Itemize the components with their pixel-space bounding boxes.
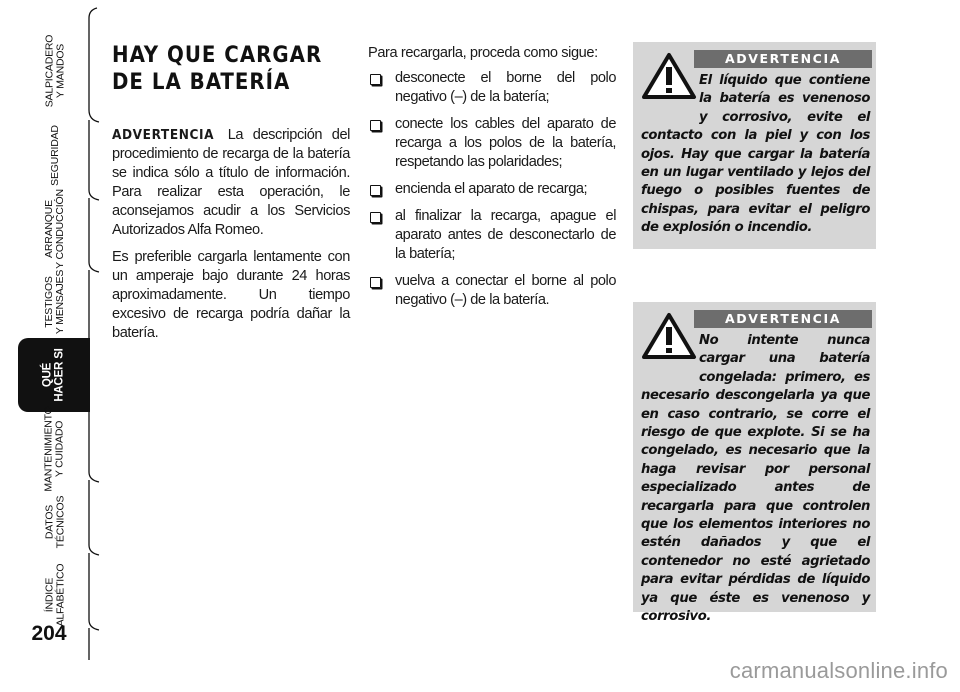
warning-text-block — [633, 42, 876, 249]
step-text: al finalizar la recarga, apague el aparato antes de desconectarlo de la batería; — [395, 208, 616, 262]
watermark: carmanualsonline.info — [729, 658, 948, 683]
list-item — [368, 207, 616, 264]
tab-label: TESTIGOS Y MENSAJES — [42, 269, 66, 335]
warning-text-block — [633, 302, 876, 625]
warning-keyword: ADVERTENCIA — [112, 127, 215, 143]
warning-header: ADVERTENCIA — [694, 310, 872, 328]
warning-note-text: La descripción del procedimiento de recarga de la batería se indica sólo a título de información. Para realizar esta operación, le aconsejamos acudir a los Servicios Autorizados Alfa Romeo. — [112, 127, 351, 238]
icon-spacer — [641, 332, 699, 372]
tab-seguridad[interactable] — [20, 118, 90, 192]
tab-mantenimiento-y-cuidado[interactable] — [20, 406, 90, 492]
step-text: conecte los cables del aparato de recarga a los polos de la batería, respetando las polaridades; — [395, 116, 616, 170]
list-item — [368, 180, 616, 199]
checkbox-bullet-icon — [370, 212, 381, 223]
warning-box-1 — [633, 42, 876, 249]
tab-indice-alfabetico[interactable] — [20, 558, 90, 632]
tab-label: ÍNDICE ALFABÉTICO — [43, 563, 66, 627]
step-text: vuelva a conectar el borne al polo negativo (–) de la batería. — [395, 273, 616, 308]
tab-arranque-y-conduccion[interactable] — [20, 189, 90, 269]
step-text: desconecte el borne del polo negativo (–) de la batería; — [395, 70, 616, 105]
checkbox-bullet-icon — [370, 277, 381, 288]
step-text: encienda el aparato de recarga; — [395, 181, 588, 197]
warning-header: ADVERTENCIA — [694, 50, 872, 68]
checkbox-bullet-icon — [370, 185, 381, 196]
tab-label: SALPICADERO Y MANDOS — [43, 34, 66, 108]
warning-text: No intente nunca cargar una batería congelada: primero, es necesario descongelarla ya que en caso contrario, se corre el riesgo de que explote. Si se ha congelado, es necesario que la haga revisar por personal especializado antes de recargarla para que controlen que los elementos interiores no estén dañados y que el contenedor no esté agrietado para evitar pérdidas de líquido ya que éste es venenoso y corrosivo. — [641, 333, 870, 625]
page-number: 204 — [31, 622, 67, 645]
tab-que-hacer-si[interactable] — [18, 338, 90, 412]
list-item — [368, 115, 616, 172]
list-item — [368, 272, 616, 310]
tab-salpicadero-y-mandos[interactable] — [20, 34, 90, 108]
checkbox-bullet-icon — [370, 120, 381, 131]
tab-label: QUÉ HACER SI — [41, 348, 66, 402]
procedure-steps — [368, 69, 616, 310]
tab-label: SEGURIDAD — [48, 124, 61, 186]
column-1 — [112, 42, 350, 351]
checkbox-bullet-icon — [370, 74, 381, 85]
tab-testigos-y-mensajes[interactable] — [20, 265, 90, 339]
chapter-tab-rail — [0, 0, 100, 692]
section-title: HAY QUE CARGAR DE LA BATERÍA — [112, 43, 323, 95]
tab-datos-tecnicos[interactable] — [20, 485, 90, 559]
warning-note — [112, 126, 350, 240]
body-paragraph: Es preferible cargarla lentamente con un amperaje bajo durante 24 horas aproximadamente. Un tiempo excesivo de recarga podría dañar la batería. — [112, 249, 350, 341]
column-2 — [368, 44, 616, 318]
list-item — [368, 69, 616, 107]
warning-text: El líquido que contiene la batería es venenoso y corrosivo, evite el contacto con la piel y con los ojos. Hay que cargar la batería en un lugar ventilado y lejos del fuego o posibles fuentes de chispas, para evitar el peligro de explosión o incendio. — [641, 73, 870, 236]
tab-label: ARRANQUE Y CONDUCCIÓN — [43, 189, 67, 269]
tab-label: MANTENIMIENTO Y CUIDADO — [43, 406, 67, 492]
icon-spacer — [641, 72, 699, 112]
warning-box-2 — [633, 302, 876, 625]
tab-label: DATOS TÉCNICOS — [43, 495, 66, 549]
procedure-intro: Para recargarla, proceda como sigue: — [368, 45, 598, 61]
